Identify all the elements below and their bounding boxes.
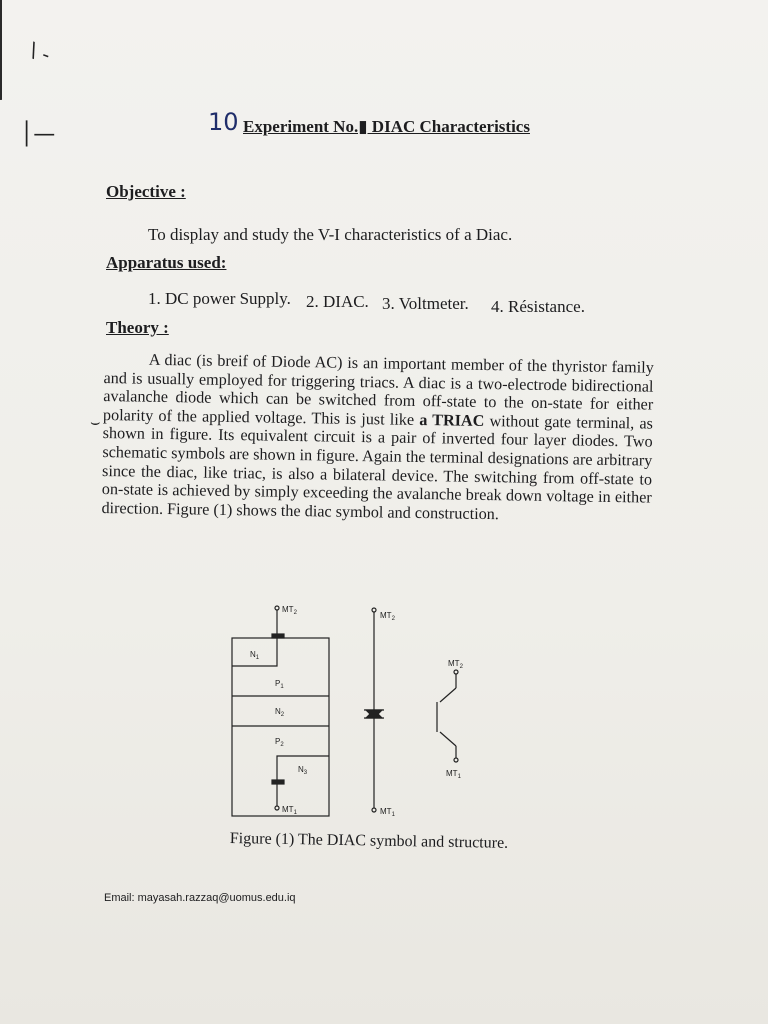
apparatus-item: 2. DIAC.: [306, 292, 369, 311]
apparatus-heading: Apparatus used:: [106, 253, 227, 272]
footer-email: Email: mayasah.razzaq@uomus.edu.iq: [104, 892, 296, 904]
layer-label: $N_1$: [250, 650, 260, 661]
apparatus-item: 1. DC power Supply.: [148, 289, 291, 308]
margin-mark: ⌣: [90, 412, 101, 431]
terminal-label: $MT_2$: [448, 659, 463, 670]
terminal-label: $MT_1$: [282, 805, 297, 816]
binder-edge: [0, 0, 10, 100]
margin-mark: \ -: [26, 37, 54, 67]
page-title: Experiment No.▮ DIAC Characteristics: [243, 117, 530, 136]
objective-text: To display and study the V-I characteristics of a Diac.: [148, 225, 513, 244]
layer-label: $N_2$: [275, 707, 285, 718]
objective-heading: Objective :: [106, 182, 186, 201]
layer-label: $P_1$: [275, 679, 284, 690]
apparatus-item: 3. Voltmeter.: [382, 294, 469, 313]
layer-label: $N_3$: [298, 765, 308, 776]
margin-mark: │—: [20, 122, 56, 147]
apparatus-item: 4. Résistance.: [491, 297, 585, 316]
terminal-label: $MT_2$: [282, 605, 297, 616]
theory-paragraph-text: A diac (is breif of Diode AC) is an important member of the thyristor family and is usually employed for triggering triacs. A diac is a two-electrode bidirectional avalanche diode which can be switched from off-state to the on-state for either polarity of the applied voltage. This is just like a TRIAC without gate terminal, as shown in figure. Its equivalent circuit is a pair of inverted four layer diodes. Two schematic symbols are shown in figure. Again the terminal designations are arbitrary since the diac, like triac, is also a bilateral device. The switching from off-state to on-state is achieved by simply exceeding the avalanche break down voltage in either direction. Figure (1) shows the diac symbol and construction.: [101, 350, 654, 523]
terminal-label: $MT_2$: [380, 611, 395, 622]
terminal-label: $MT_1$: [446, 769, 461, 780]
handwritten-number: 10: [208, 108, 239, 136]
layer-label: $P_2$: [275, 737, 284, 748]
theory-paragraph: [101, 350, 654, 526]
theory-heading: Theory :: [106, 318, 169, 337]
terminal-label: $MT_1$: [380, 807, 395, 818]
figure-caption: Figure (1) The DIAC symbol and structure.: [229, 830, 509, 852]
diac-figure: [220, 598, 490, 828]
